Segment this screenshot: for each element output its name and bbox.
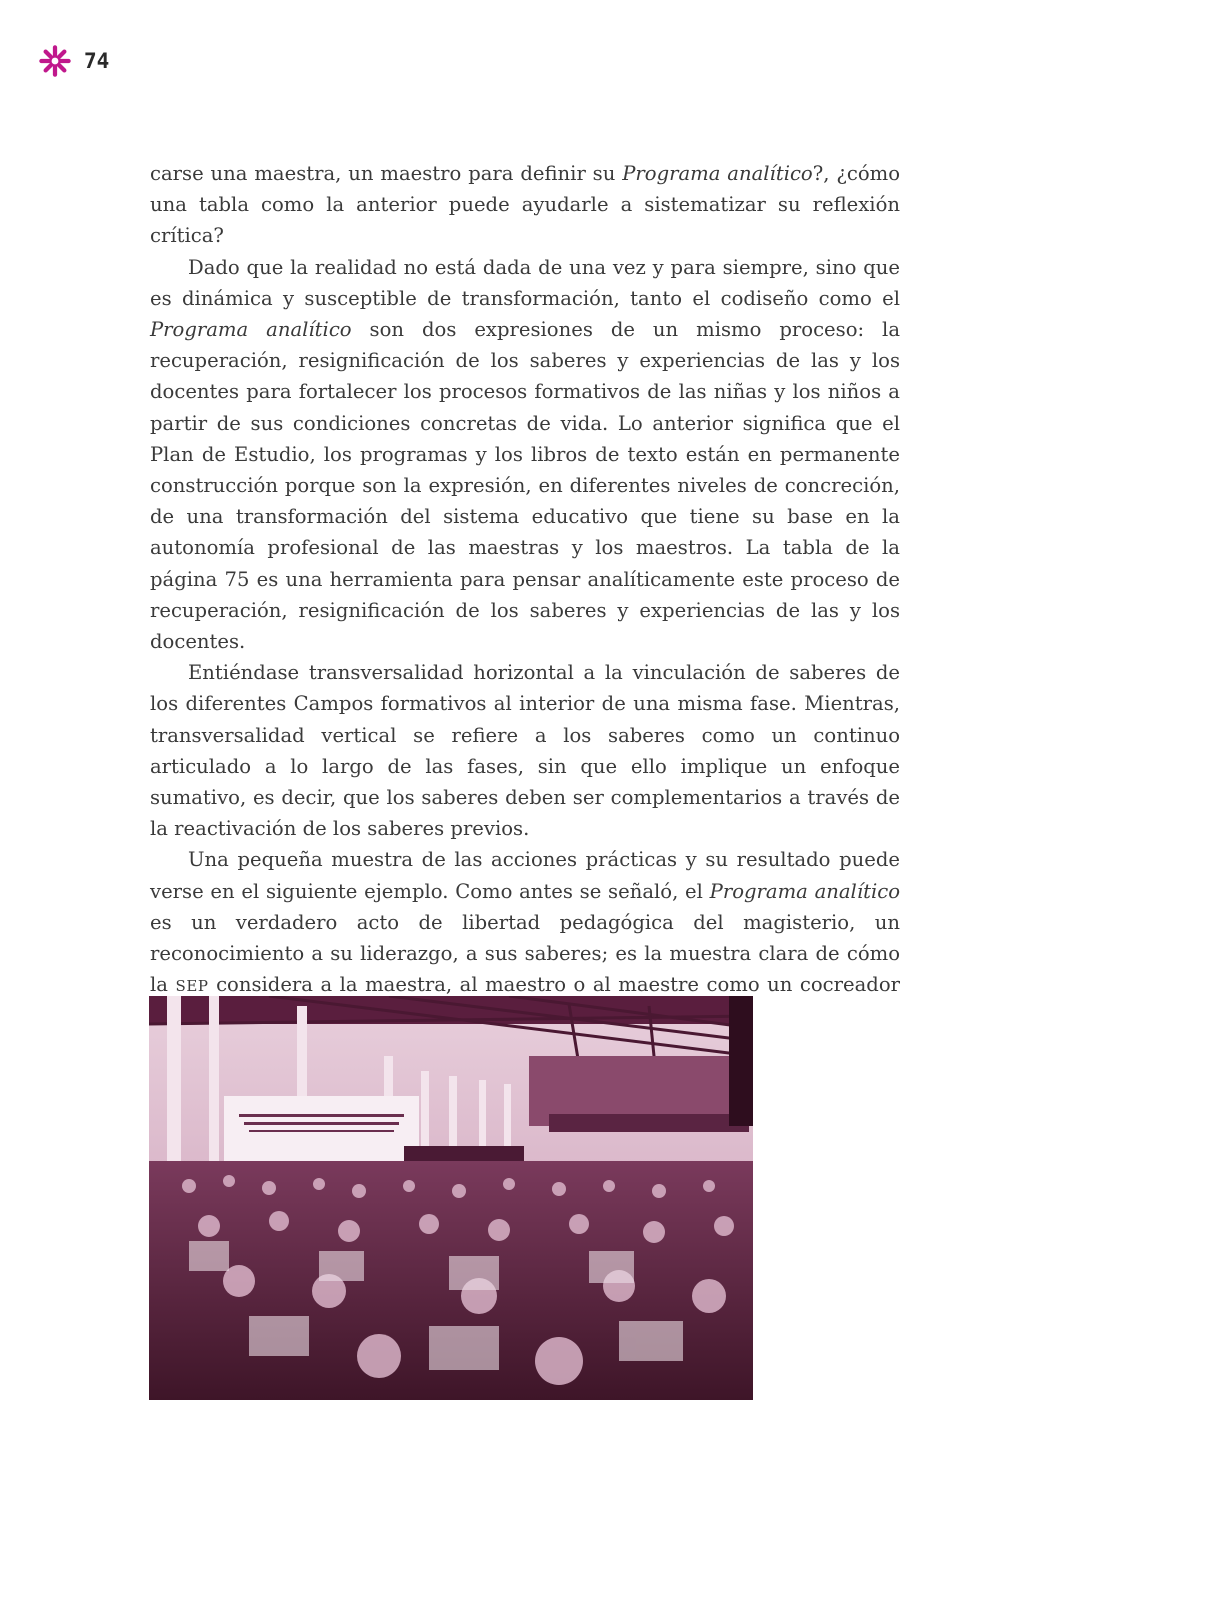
p1-text-b: ?, ¿cómo una tabla como la anterior puede ayudarle a sistematizar su reflexión crítica?	[150, 162, 900, 248]
paragraph-3: Entiéndase transversalidad horizontal a la vinculación de saberes de los diferentes Campos formativos al interior de una misma fase. Mientras, transversalidad vertical se refiere a los saberes como un continuo articulado a lo largo de las fases, sin que ello implique un enfoque sumativo, es decir, que los saberes deben ser complementarios a través de la reactivación de los saberes previos.	[150, 661, 900, 841]
p4-emphasis: Programa analítico	[709, 879, 901, 903]
sep-acronym: SEP	[175, 977, 209, 996]
p2-text-a: Dado que la realidad no está dada de una vez y para siempre, sino que es dinámica y susceptible de transformación, tanto el codiseño como el	[150, 255, 900, 310]
p1-emphasis: Programa analítico	[622, 162, 813, 185]
paragraph-2	[150, 252, 900, 658]
p4-text-b: es un verdadero acto de libertad pedagógica del magisterio, un reconocimiento a su liderazgo, a sus saberes; es la muestra clara de cómo la	[150, 910, 900, 997]
p4-text-c: considera a la maestra, al maestro o al maestre como un cocreador	[216, 973, 900, 997]
body-text	[150, 158, 900, 1036]
p2-emphasis: Programa analítico	[150, 318, 352, 342]
teachers-assembly-photo	[149, 996, 753, 1400]
p4-text-a: Una pequeña muestra de las acciones prácticas y su resultado puede verse en el siguiente ejemplo. Como antes se señaló, el	[150, 848, 900, 903]
page-header	[38, 44, 109, 78]
page-number: 74	[84, 49, 110, 73]
p2-text-b: son dos expresiones de un mismo proceso: la recuperación, resignificación de los saberes y experiencias de las y los docentes para fortalecer los procesos formativos de las niñas y los niños a partir de sus condiciones concretas de vida. Lo anterior significa que el Plan de Estudio, los programas y los libros de texto están en permanente construcción porque son la expresión, en diferentes niveles de concreción, de una transformación del sistema educativo que tiene su base en la autonomía profesional de las maestras y los maestros. La tabla de la página 75 es una herramienta para pensar analíticamente este proceso de recuperación, resignificación de los saberes y experiencias de las y los docentes.	[150, 318, 901, 654]
magenta-asterisk-icon	[38, 44, 72, 78]
paragraph-1	[150, 158, 900, 252]
p1-text-a: carse una maestra, un maestro para definir su	[150, 162, 623, 185]
